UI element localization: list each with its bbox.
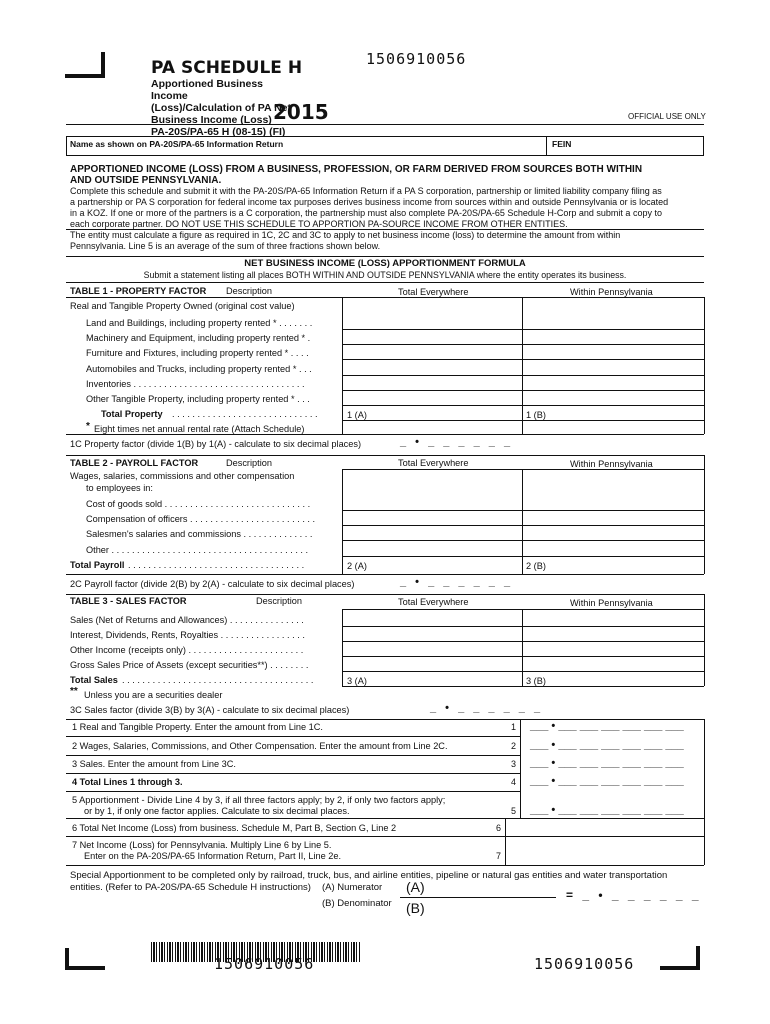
registration-mark-bottom-right [660,946,700,970]
denominator-label: (B) Denominator [322,898,392,909]
line-7-label: 7 Net Income (Loss) for Pennsylvania. Multiply Line 6 by Line 5. [72,840,332,850]
table1-row-label: Other Tangible Property, including property rented * . . . [86,394,310,404]
divider [342,556,704,557]
divider [342,671,704,672]
divider [342,641,704,642]
official-use-label: OFFICIAL USE ONLY [628,112,706,121]
table2-total-b[interactable]: 2 (B) [526,561,546,571]
divider [342,525,704,526]
numerator-label: (A) Numerator [322,882,383,893]
name-fein-field[interactable] [66,136,704,156]
divider [342,469,704,470]
footnote-mark: * [86,421,90,432]
table3-total-dots: . . . . . . . . . . . . . . . . . . . . . . . . . . . . . . . . . . . . . . [122,675,314,685]
line-2-input[interactable]: ___ • ___ ___ ___ ___ ___ ___ [530,739,684,751]
divider [520,719,521,818]
divider [342,626,704,627]
divider [66,773,520,774]
divider [66,865,704,866]
divider [342,609,343,686]
table1-factor-label: 1C Property factor (divide 1(B) by 1(A) - calculate to six decimal places) [70,439,362,449]
divider [342,656,704,657]
line-1c-input[interactable]: _ • _ _ _ _ _ _ [400,436,514,448]
table2-col-pa: Within Pennsylvania [570,459,653,469]
table2-title: TABLE 2 - PAYROLL FACTOR [70,458,199,468]
name-label: Name as shown on PA-20S/PA-65 Information Return [70,139,284,149]
divider [66,124,704,125]
divider [522,297,523,434]
divider [66,755,520,756]
table1-total-b[interactable]: 1 (B) [526,410,546,420]
divider [704,297,705,434]
divider [66,594,704,595]
table2-row-label: Compensation of officers . . . . . . . . . . . . . . . . . . . . . . . . . [86,514,316,524]
table3-total-b[interactable]: 3 (B) [526,676,546,686]
table3-row-label: Interest, Dividends, Rents, Royalties . . . . . . . . . . . . . . . . . [70,630,305,640]
divider [66,282,704,283]
table2-group-label-2: to employees in: [86,483,153,493]
line-4-input[interactable]: ___ • ___ ___ ___ ___ ___ ___ [530,775,684,787]
form-subtitle: Apportioned Business Income (Loss)/Calculation of PA Net Business Income (Loss) PA-20S/PA-65 H (08-15) (FI) [151,78,292,138]
line-4-number: 4 [511,777,517,787]
table1-title: TABLE 1 - PROPERTY FACTOR [70,286,207,296]
table2-desc-header: Description [226,458,272,468]
line-7-number: 7 [496,851,502,861]
table1-group-label: Real and Tangible Property Owned (original cost value) [70,301,295,311]
table1-total-a[interactable]: 1 (A) [347,410,367,420]
table1-row-label: Land and Buildings, including property rented * . . . . . . . [86,318,313,328]
page-title: PA SCHEDULE H [151,58,303,78]
line-3-input[interactable]: ___ • ___ ___ ___ ___ ___ ___ [530,757,684,769]
fein-label: FEIN [552,139,572,149]
divider [342,297,343,434]
divider [342,420,704,421]
divider [522,609,523,686]
line-6-number: 6 [496,823,502,833]
divider [522,469,523,574]
table1-footnote: Eight times net annual rental rate (Attach Schedule) [94,424,305,434]
divider [704,719,705,865]
table2-col-total: Total Everywhere [398,458,469,468]
divider [342,375,704,376]
table2-factor-label: 2C Payroll factor (divide 2(B) by 2(A) - calculate to six decimal places) [70,579,355,589]
table3-col-total: Total Everywhere [398,597,469,607]
line-2c-input[interactable]: _ • _ _ _ _ _ _ [400,576,514,588]
divider [66,256,704,257]
formula-title: NET BUSINESS INCOME (LOSS) APPORTIONMENT FORMULA [244,258,526,269]
tax-year: 2015 [273,100,329,124]
line-5-label-2: or by 1, if only one factor applies. Calculate to six decimal places. [84,806,350,816]
footnote-mark: ** [70,686,78,697]
intro: APPORTIONED INCOME (LOSS) FROM A BUSINESS, PROFESSION, OR FARM DERIVED FROM SOURCES BOTH WITHIN AND OUTSIDE PENNSYLVANIA. Complete this schedule and submit it with the PA-20S/PA-65 Information Return if a PA S corporation, partnership or limited liability company filing as a partnership or PA S corporation for federal income tax purposes derives business income from sources within and outside Pennsylvania or is located in a KOZ. If one or more of the partners is a C corporation, the partnership must also complete PA-20S/PA-65 Schedule H-Corp and submit a copy to each corporate partner. DO NOT USE THIS SCHEDULE TO APPORTION PA-SOURCE INCOME FROM OTHER ENTITIES. The entity must calculate a figure as required in 1C, 2C and 3C to apply to net business income (loss) to determine the amount from within Pennsylvania. Line 5 is an average of the sum of three fractions shown below. [70,164,669,251]
divider [66,736,520,737]
table3-row-label: Gross Sales Price of Assets (except securities**) . . . . . . . . [70,660,309,670]
divider [342,540,704,541]
line-5-label: 5 Apportionment - Divide Line 4 by 3, if all three factors apply; by 2, if only two factors apply; [72,795,446,805]
table3-factor-label: 3C Sales factor (divide 3(B) by 3(A) - calculate to six decimal places) [70,705,350,715]
form-number-top: 1506910056 [366,50,467,68]
table1-row-label: Automobiles and Trucks, including property rented * . . . [86,364,312,374]
table2-total-label: Total Payroll [70,560,125,570]
divider [66,297,704,298]
divider [66,791,520,792]
divider [342,390,704,391]
registration-mark-bottom-left [65,948,105,970]
line-5-number: 5 [511,806,517,816]
divider [66,229,704,230]
formula-subtitle: Submit a statement listing all places BOTH WITHIN AND OUTSIDE PENNSYLVANIA where the entity operates its business. [143,270,627,280]
line-1-input[interactable]: ___ • ___ ___ ___ ___ ___ ___ [530,720,684,732]
table3-footnote: Unless you are a securities dealer [84,690,223,700]
table3-title: TABLE 3 - SALES FACTOR [70,596,187,606]
divider [342,686,704,687]
line-6-label: 6 Total Net Income (Loss) from business. Schedule M, Part B, Section G, Line 2 [72,823,397,833]
divider [66,455,704,456]
table1-row-label: Machinery and Equipment, including property rented * . [86,333,311,343]
divider [342,510,704,511]
table1-col-total: Total Everywhere [398,287,469,297]
table3-row-label: Other Income (receipts only) . . . . . . . . . . . . . . . . . . . . . . . [70,645,304,655]
line-3-number: 3 [511,759,517,769]
table2-row-label: Other . . . . . . . . . . . . . . . . . . . . . . . . . . . . . . . . . . . . . . . [86,545,309,555]
table3-desc-header: Description [256,596,302,606]
line-4-label: 4 Total Lines 1 through 3. [72,777,183,787]
table3-row-label: Sales (Net of Returns and Allowances) . . . . . . . . . . . . . . . [70,615,304,625]
line-5-input[interactable]: ___ • ___ ___ ___ ___ ___ ___ [530,804,684,816]
table1-desc-header: Description [226,286,272,296]
table1-total-dots: . . . . . . . . . . . . . . . . . . . . . . . . . . . . . [172,409,318,419]
divider [66,574,704,575]
divider [342,359,704,360]
line-1-label: 1 Real and Tangible Property. Enter the amount from Line 1C. [72,722,323,732]
divider [342,469,343,574]
table1-total-label: Total Property [101,409,163,419]
table2-total-a[interactable]: 2 (A) [347,561,367,571]
line-1-number: 1 [511,722,517,732]
line-2-label: 2 Wages, Salaries, Commissions, and Other Compensation. Enter the amount from Line 2C. [72,741,448,751]
table3-col-pa: Within Pennsylvania [570,598,653,608]
table2-row-label: Salesmen's salaries and commissions . . . . . . . . . . . . . . [86,529,313,539]
special-text: Special Apportionment to be completed only by railroad, truck, bus, and airline entities, pipeline or natural gas entities and water transportation [70,870,668,881]
line-6-7-input[interactable] [506,819,704,865]
divider [342,344,704,345]
divider [342,405,704,406]
divider [342,329,704,330]
special-text-2: entities. (Refer to PA-20S/PA-65 Schedule H instructions) [70,882,311,893]
line-2-number: 2 [511,741,517,751]
table3-total-label: Total Sales [70,675,118,685]
divider [66,434,704,435]
line-3-label: 3 Sales. Enter the amount from Line 3C. [72,759,236,769]
numerator-input[interactable]: (A) [406,879,425,895]
table2-total-dots: . . . . . . . . . . . . . . . . . . . . . . . . . . . . . . . . . . . [128,560,305,570]
table1-row-label: Inventories . . . . . . . . . . . . . . . . . . . . . . . . . . . . . . . . . . [86,379,305,389]
form-number-bottom-right: 1506910056 [534,955,635,973]
special-result-input[interactable]: = _ • _ _ _ _ _ _ [566,888,702,902]
denominator-input[interactable]: (B) [406,900,425,916]
line-7-label-2: Enter on the PA-20S/PA-65 Information Return, Part II, Line 2e. [84,851,342,861]
table2-row-label: Cost of goods sold . . . . . . . . . . . . . . . . . . . . . . . . . . . . . [86,499,311,509]
line-3c-input[interactable]: _ • _ _ _ _ _ _ [430,702,544,714]
form-number-bottom: 1506910056 [214,955,315,973]
table3-total-a[interactable]: 3 (A) [347,676,367,686]
divider [704,455,705,574]
table2-group-label: Wages, salaries, commissions and other compensation [70,471,295,481]
table1-col-pa: Within Pennsylvania [570,287,653,297]
divider [342,609,704,610]
table1-row-label: Furniture and Fixtures, including property rented * . . . . [86,348,309,358]
fraction-bar [400,897,556,898]
divider [704,594,705,686]
registration-mark-top-left [65,52,105,78]
